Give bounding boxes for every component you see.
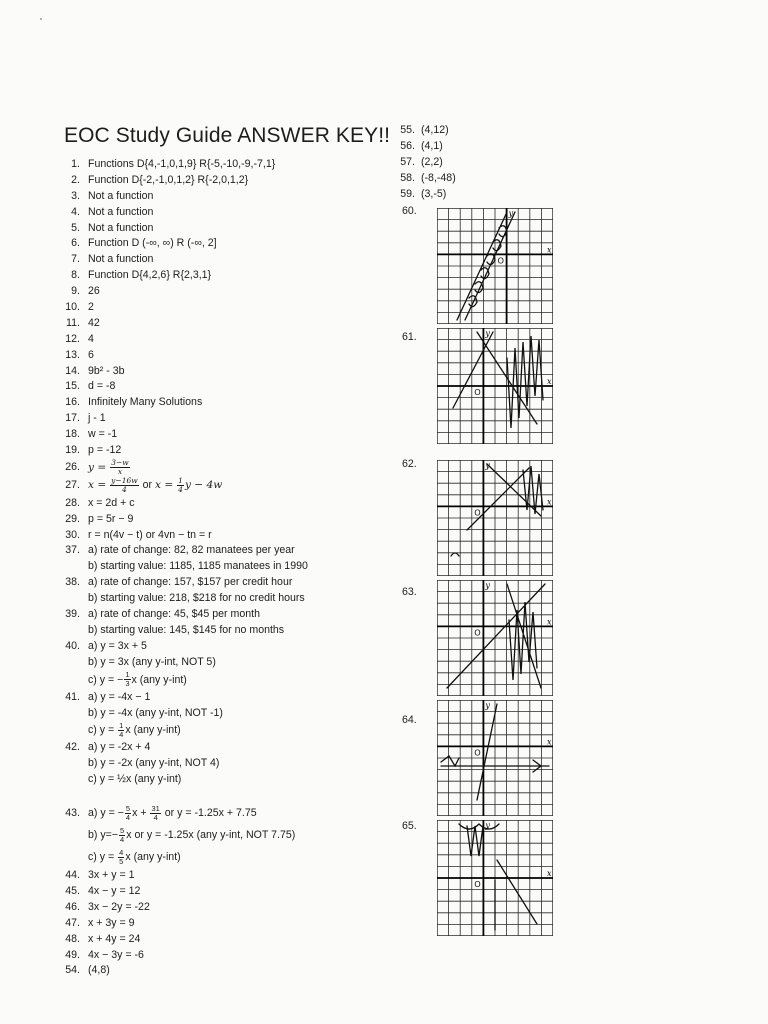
- item-answer: (4,12): [421, 124, 449, 136]
- origin-label: O: [497, 256, 504, 266]
- item-number: 44.: [65, 869, 80, 882]
- item-number: 8.: [71, 269, 80, 282]
- item-answer: a) rate of change: 45, $45 per month: [88, 608, 260, 621]
- item-number: 49.: [65, 948, 80, 961]
- item-answer: Function D{-2,-1,0,1,2} R{-2,0,1,2}: [88, 173, 249, 186]
- item-answer: d = -8: [88, 380, 116, 393]
- answer-item: [52, 348, 397, 364]
- item-answer: j - 1: [88, 412, 106, 425]
- answer-list-b: [52, 496, 397, 671]
- answer-list-right: [395, 123, 475, 202]
- graph-label: 60.: [402, 205, 417, 217]
- answer-item: [52, 157, 397, 173]
- answer-item: [52, 443, 397, 459]
- item-number: 45.: [65, 884, 80, 897]
- item-number: 57.: [400, 155, 415, 168]
- answer-item-26: 26. y = $\frac{3-w}{x}$: [65, 457, 129, 476]
- coordinate-grid: [437, 700, 553, 816]
- item-number: 56.: [400, 139, 415, 152]
- item-number: 1.: [71, 158, 80, 170]
- item-number: 3.: [71, 189, 80, 202]
- answer-item: [52, 332, 397, 348]
- y-axis-label: y: [485, 701, 490, 710]
- item-answer: p = -12: [88, 444, 122, 457]
- item-number: 6.: [71, 237, 80, 250]
- answer-item: [395, 155, 475, 171]
- origin-label: O: [474, 748, 481, 758]
- item-number: 2.: [71, 173, 80, 186]
- item-number: 17.: [65, 412, 80, 425]
- grid-svg: [437, 580, 553, 696]
- item-number: 11.: [66, 316, 80, 329]
- x-axis-label: x: [547, 497, 552, 507]
- answer-item: [52, 639, 397, 671]
- y-axis-label: y: [485, 581, 490, 590]
- item-number: 59.: [400, 187, 415, 200]
- item-answer: 4x − y = 12: [88, 884, 141, 897]
- answer-item: [52, 395, 397, 411]
- answer-item-43: 43. a) y = − $\frac{5}{4}$ x + $\frac{31}{4}$ or y = -1.25x + 7.75 b) y=− $\frac{5}{4}$ x or y = -1.25x (any y-int, NOT 7.75) c) y = $\frac{4}{5}$ x (any y-int): [65, 803, 296, 866]
- answer-item-42: 42. a) y = -2x + 4 b) y = -2x (any y-int, NOT 4) c) y = ½x (any y-int): [65, 741, 220, 786]
- answer-item: [52, 496, 397, 512]
- answer-item: [52, 427, 397, 443]
- item-number: 48.: [65, 932, 80, 945]
- x-axis-label: x: [547, 869, 552, 878]
- answer-item: [52, 284, 397, 300]
- answer-item: [52, 316, 397, 332]
- item-number: 19.: [65, 444, 80, 457]
- item-number: 9.: [71, 285, 80, 298]
- answer-item: [52, 948, 397, 964]
- item-answer: (2,2): [421, 155, 443, 168]
- item-number: 4.: [71, 205, 80, 218]
- item-answer: a) rate of change: 157, $157 per credit hour: [88, 576, 293, 589]
- item-number: 29.: [65, 512, 80, 525]
- item-answer: Function D{4,2,6} R{2,3,1}: [88, 269, 212, 282]
- x-axis-label: x: [547, 737, 552, 747]
- item-answer: b) starting value: 218, $218 for no credit hours: [88, 592, 305, 605]
- y-axis-label: y: [485, 329, 490, 338]
- answer-item: [52, 173, 397, 189]
- item-answer: b) starting value: 1185, 1185 manatees in 1990: [88, 560, 308, 573]
- item-answer: Function D (-∞, ∞) R (-∞, 2]: [88, 237, 217, 250]
- item-number: 10.: [65, 301, 80, 314]
- item-answer: b) y = 3x (any y-int, NOT 5): [88, 655, 216, 668]
- item-answer: Not a function: [88, 221, 154, 234]
- grid-svg: [437, 208, 553, 324]
- item-number: 47.: [65, 916, 80, 929]
- item-answer: 3x − 2y = -22: [88, 900, 150, 913]
- answer-item: [52, 268, 397, 284]
- item-number: 58.: [400, 171, 415, 184]
- item-number: 7.: [71, 253, 80, 266]
- grid-svg: [437, 460, 553, 576]
- item-answer: p = 5r − 9: [88, 512, 134, 525]
- item-answer: Not a function: [88, 189, 154, 202]
- answer-item: [52, 252, 397, 268]
- item-answer: a) rate of change: 82, 82 manatees per year: [88, 544, 295, 557]
- item-answer: (4,8): [88, 964, 110, 977]
- grid-svg: [437, 700, 553, 816]
- item-number: 30.: [65, 528, 80, 541]
- answer-item: [52, 221, 397, 237]
- item-number: 16.: [65, 396, 80, 409]
- item-answer: 9b² - 3b: [88, 364, 125, 377]
- handwritten-graph: [451, 464, 543, 556]
- fraction: $\frac{y-16w}{4}$: [111, 475, 138, 494]
- graph-label: 62.: [402, 458, 417, 470]
- item-number: 38.: [65, 576, 80, 589]
- item-answer: 4: [88, 332, 94, 345]
- coordinate-grid: [437, 208, 553, 324]
- item-answer: (4,1): [421, 139, 443, 152]
- handwritten-graph: [459, 824, 537, 930]
- item-answer: a) y = 3x + 5: [88, 639, 147, 652]
- answer-item: [52, 512, 397, 528]
- fraction: $\frac{3-w}{x}$: [111, 457, 129, 476]
- coordinate-grid: [437, 460, 553, 576]
- answer-item: [52, 916, 397, 932]
- answer-list-c: [52, 868, 397, 979]
- grid-svg: [437, 820, 553, 936]
- graph-label: 63.: [402, 586, 417, 598]
- item-number: 46.: [65, 900, 80, 913]
- answer-item: [395, 187, 475, 203]
- page-title: EOC Study Guide ANSWER KEY!!: [64, 124, 391, 147]
- answer-item: [395, 139, 475, 155]
- item-answer: Infinitely Many Solutions: [88, 396, 203, 409]
- graph-label: 65.: [402, 820, 417, 832]
- answer-item: [52, 205, 397, 221]
- answer-item-27: 27. x = $\frac{y-16w}{4}$ or x = $\frac{1}{4}$ y − 4w: [65, 475, 223, 494]
- answer-item: [52, 364, 397, 380]
- origin-label: O: [474, 880, 481, 889]
- answer-item: [52, 932, 397, 948]
- answer-item: [52, 963, 397, 979]
- answer-item: [52, 607, 397, 639]
- origin-label: O: [474, 508, 481, 518]
- y-axis-label: y: [508, 209, 514, 218]
- item-number: 5.: [71, 221, 80, 234]
- item-answer: 6: [88, 348, 94, 361]
- x-axis-label: x: [547, 245, 552, 255]
- right-column: [395, 123, 475, 202]
- item-answer: 4x − 3y = -6: [88, 948, 144, 961]
- item-number: 14.: [65, 364, 80, 377]
- item-answer: x + 3y = 9: [88, 916, 135, 929]
- y-axis-label: y: [485, 821, 490, 830]
- answer-item: [52, 300, 397, 316]
- answer-item: [395, 123, 475, 139]
- answer-item: [52, 379, 397, 395]
- left-column: [52, 157, 397, 979]
- coordinate-grid: [437, 820, 553, 936]
- item-number: 40.: [65, 639, 80, 652]
- answer-item: [52, 528, 397, 544]
- item-answer: x + 4y = 24: [88, 932, 141, 945]
- coordinate-grid: [437, 580, 553, 696]
- item-number: 15.: [65, 380, 80, 393]
- y-axis-label: y: [485, 461, 490, 470]
- item-answer: (-8,-48): [421, 171, 456, 184]
- answer-item-40c: c) y = − $\frac{1}{3}$ x (any y-int): [88, 670, 187, 689]
- item-number: 13.: [65, 348, 80, 361]
- item-answer: Functions D{4,-1,0,1,9} R{-5,-10,-9,-7,1}: [88, 158, 276, 170]
- answer-item: [395, 171, 475, 187]
- scan-speck: [40, 18, 42, 20]
- item-number: 39.: [65, 608, 80, 621]
- graph-label: 64.: [402, 714, 417, 726]
- item-answer: w = -1: [88, 428, 118, 441]
- answer-item-41: 41. a) y = -4x − 1 b) y = -4x (any y-int, NOT -1) c) y = $\frac{1}{4}$ x (any y-int): [65, 690, 223, 740]
- item-answer: r = n(4v − t) or 4vn − tn = r: [88, 528, 212, 541]
- item-number: 28.: [65, 496, 80, 509]
- item-answer: b) starting value: 145, $145 for no months: [88, 623, 285, 636]
- answer-item: [52, 543, 397, 575]
- answer-item: [52, 575, 397, 607]
- origin-label: O: [474, 628, 481, 638]
- item-answer: 2: [88, 301, 94, 314]
- item-answer: (3,-5): [421, 187, 447, 200]
- item-answer: 42: [88, 316, 100, 329]
- item-number: 37.: [65, 544, 80, 557]
- item-answer: x = 2d + c: [88, 496, 135, 509]
- answer-item: [52, 884, 397, 900]
- origin-label: O: [474, 388, 481, 397]
- item-answer: 26: [88, 285, 100, 298]
- graph-label: 61.: [402, 331, 417, 343]
- answer-item: [52, 236, 397, 252]
- answer-item: [52, 411, 397, 427]
- x-axis-label: x: [547, 377, 552, 386]
- grid-svg: [437, 328, 553, 444]
- item-number: 54.: [65, 964, 80, 977]
- item-number: 18.: [65, 428, 80, 441]
- item-number: 12.: [65, 332, 80, 345]
- answer-item: [52, 189, 397, 205]
- answer-item: [52, 900, 397, 916]
- x-axis-label: x: [547, 617, 552, 627]
- answer-list-a: [52, 157, 397, 459]
- item-number: 55.: [400, 124, 415, 136]
- fraction: $\frac{1}{4}$: [178, 475, 183, 494]
- answer-item: [52, 868, 397, 884]
- item-answer: Not a function: [88, 253, 154, 266]
- item-answer: Not a function: [88, 205, 154, 218]
- coordinate-grid: [437, 328, 553, 444]
- item-answer: 3x + y = 1: [88, 869, 135, 882]
